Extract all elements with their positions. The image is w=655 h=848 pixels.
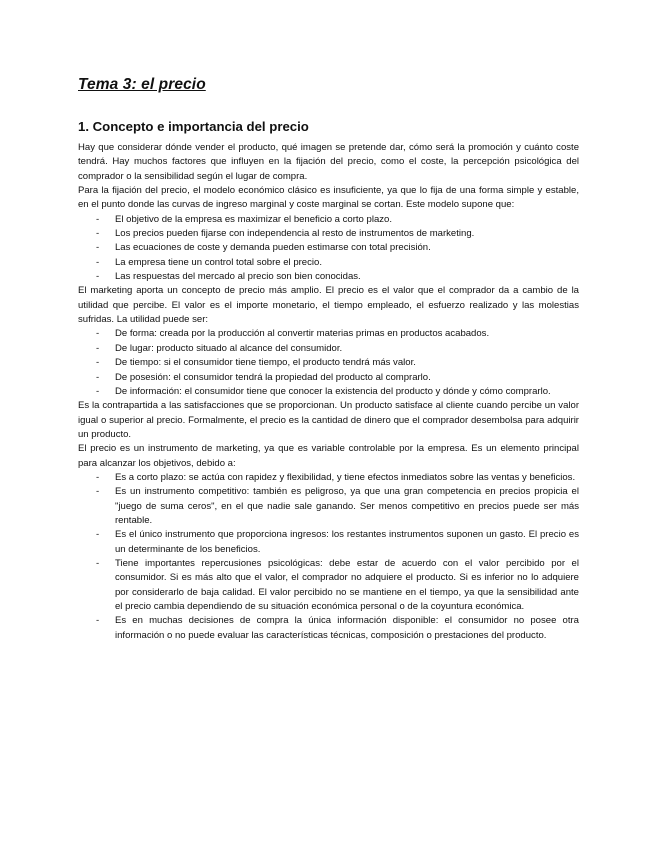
list-item <box>78 227 579 241</box>
paragraph: El precio es un instrumento de marketing, ya que es variable controlable por la empresa. Es un elemento principal para alcanzar los objetivos, debido a: <box>78 443 579 469</box>
list-item <box>78 528 579 557</box>
list-item-text: Es el único instrumento que proporciona ingresos: los restantes instrumentos suponen un gasto. El precio es un determinante de los beneficios. <box>115 529 579 555</box>
list-item-text: Los precios pueden fijarse con independencia al resto de instrumentos de marketing. <box>115 228 475 240</box>
list-item <box>78 256 579 270</box>
bullet-list-model-assumptions <box>78 213 579 285</box>
section-heading: 1. Concepto e importancia del precio <box>78 119 309 134</box>
bullet-dash: - <box>96 357 100 369</box>
list-item-text: Las ecuaciones de coste y demanda pueden estimarse con total precisión. <box>115 242 431 254</box>
list-item <box>78 614 579 643</box>
bullet-dash: - <box>96 328 100 340</box>
list-item-text: De información: el consumidor tiene que conocer la existencia del producto y dónde y cómo comprarlo. <box>115 385 551 397</box>
paragraph: Es la contrapartida a las satisfacciones que se proporcionan. Un producto satisface al cliente cuando percibe un valor igual o superior al precio. Formalmente, el precio es la cantidad de dinero que el comprador desembolsa para adquirir un producto. <box>78 400 579 440</box>
bullet-dash: - <box>96 342 100 354</box>
bullet-dash: - <box>96 256 100 268</box>
bullet-dash: - <box>96 213 100 225</box>
bullet-list-objectives <box>78 471 579 643</box>
list-item <box>78 471 579 485</box>
list-item-text: Las respuestas del mercado al precio son bien conocidas. <box>115 271 361 283</box>
list-item-text: El objetivo de la empresa es maximizar el beneficio a corto plazo. <box>115 213 392 225</box>
list-item-text: Es a corto plazo: se actúa con rapidez y flexibilidad, y tiene efectos inmediatos sobre las ventas y beneficios. <box>115 471 576 483</box>
document-body <box>78 141 579 643</box>
bullet-dash: - <box>96 557 100 569</box>
document-title: Tema 3: el precio <box>78 76 206 93</box>
bullet-dash: - <box>96 529 100 541</box>
list-item <box>78 385 579 399</box>
list-item-text: De tiempo: si el consumidor tiene tiempo, el producto tendrá más valor. <box>115 357 416 369</box>
list-item-text: De posesión: el consumidor tendrá la propiedad del producto al comprarlo. <box>115 371 431 383</box>
paragraph: El marketing aporta un concepto de precio más amplio. El precio es el valor que el comprador da a cambio de la utilidad que percibe. El valor es el importe monetario, el tiempo empleado, el esfuerzo realizado y las molestias sufridas. La utilidad puede ser: <box>78 285 579 326</box>
bullet-dash: - <box>96 242 100 254</box>
list-item <box>78 213 579 227</box>
bullet-dash: - <box>96 228 100 240</box>
list-item-text: De lugar: producto situado al alcance del consumidor. <box>115 342 343 354</box>
list-item <box>78 241 579 255</box>
list-item <box>78 356 579 370</box>
bullet-dash: - <box>96 371 100 383</box>
list-item <box>78 270 579 284</box>
bullet-dash: - <box>96 615 100 627</box>
list-item-text: Es un instrumento competitivo: también es peligroso, ya que una gran competencia en precios propicia el "juego de suma ceros", en el que nadie sale ganando. Ser menos competitivo en precios puede ser más rentable. <box>115 486 579 526</box>
list-item <box>78 327 579 341</box>
bullet-dash: - <box>96 486 100 498</box>
bullet-dash: - <box>96 271 100 283</box>
list-item <box>78 342 579 356</box>
list-item <box>78 485 579 528</box>
list-item <box>78 371 579 385</box>
bullet-list-utility-types <box>78 327 579 399</box>
list-item-text: Tiene importantes repercusiones psicológicas: debe estar de acuerdo con el valor percibido por el consumidor. Si es más alto que el valor, el comprador no adquiere el producto. Si es inferior no lo adquiere por considerarlo de baja calidad. El valor percibido no se mantiene en el tiempo, ya que la sensibilidad ante el precio cambia dependiendo de su situación económica personal o de la coyuntura económica. <box>115 557 579 612</box>
list-item-text: De forma: creada por la producción al convertir materias primas en productos acabados. <box>115 328 490 340</box>
paragraph: Hay que considerar dónde vender el producto, qué imagen se pretende dar, cómo será la promoción y cuánto coste tendrá. Hay muchos factores que influyen en la fijación del precio, como el coste, la percepción psicológica del comprador o la sensibilidad según el lugar de compra. <box>78 142 579 182</box>
list-item-text: La empresa tiene un control total sobre el precio. <box>115 256 322 268</box>
bullet-dash: - <box>96 385 100 397</box>
paragraph: Para la fijación del precio, el modelo económico clásico es insuficiente, ya que lo fija de una forma simple y estable, en el punto donde las curvas de ingreso marginal y coste marginal se cortan. Este modelo supone que: <box>78 185 579 211</box>
list-item <box>78 557 579 614</box>
bullet-dash: - <box>96 471 100 483</box>
list-item-text: Es en muchas decisiones de compra la única información disponible: el consumidor no posee otra información o no puede evaluar las características técnicas, composición o prestaciones del producto. <box>115 615 579 641</box>
